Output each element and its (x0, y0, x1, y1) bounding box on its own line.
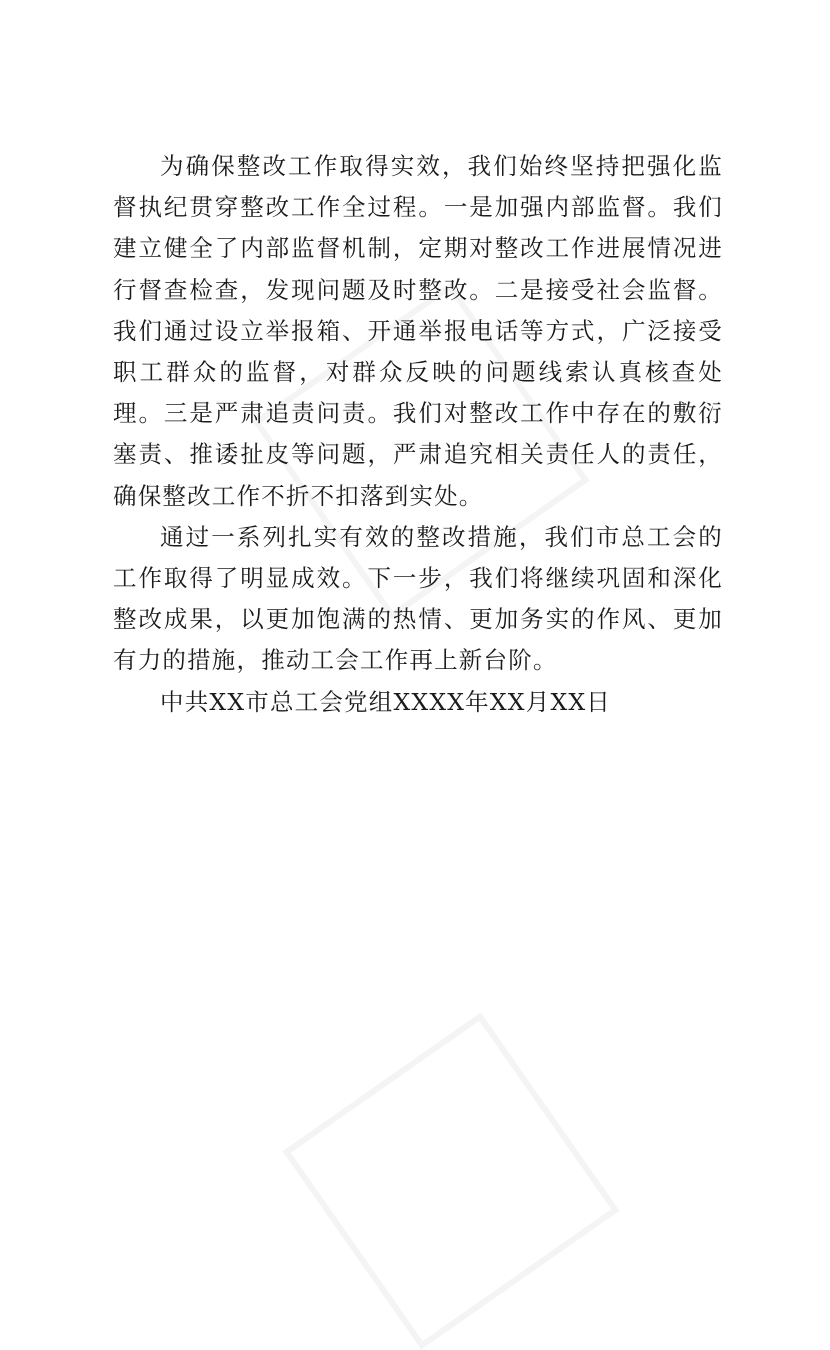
paragraph-supervision: 为确保整改工作取得实效，我们始终坚持把强化监督执纪贯穿整改工作全过程。一是加强内部监督。我们建立健全了内部监督机制，定期对整改工作进展情况进行督查检查，发现问题及时整改。二是接受社会监督。我们通过设立举报箱、开通举报电话等方式，广泛接受职工群众的监督，对群众反映的问题线索认真核查处理。三是严肃追责问责。我们对整改工作中存在的敷衍塞责、推诿扯皮等问题，严肃追究相关责任人的责任，确保整改工作不折不扣落到实处。 (113, 152, 723, 510)
signature-line: 中共XX市总工会党组XXXX年XX月XX日 (160, 687, 611, 716)
document-body (113, 146, 723, 723)
paragraph-results: 通过一系列扎实有效的整改措施，我们市总工会的工作取得了明显成效。下一步，我们将继续巩固和深化整改成果，以更加饱满的热情、更加务实的作风、更加有力的措施，推动工会工作再上新台阶。 (113, 522, 723, 675)
watermark-logo (282, 1012, 619, 1349)
